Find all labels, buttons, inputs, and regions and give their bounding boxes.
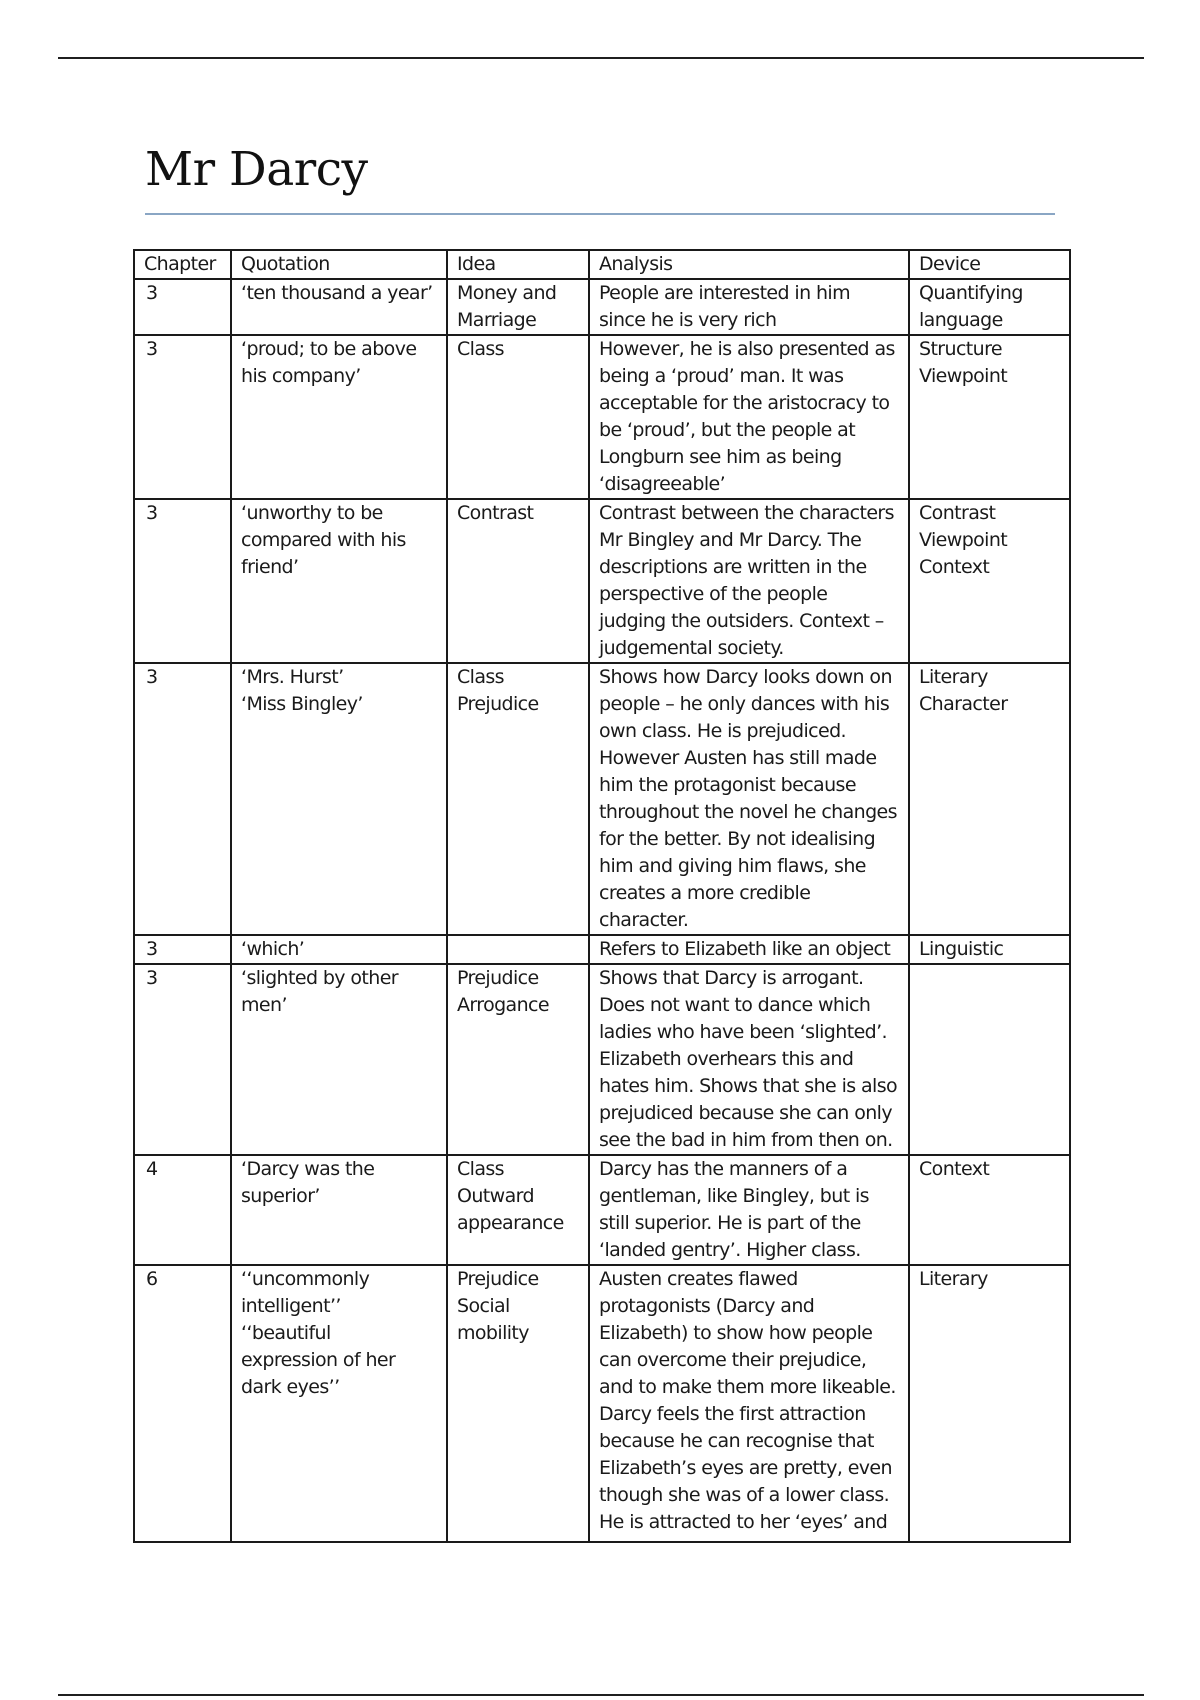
table-row <box>134 1155 1070 1265</box>
quotation-cell: ‘‘uncommonly intelligent’’ ‘‘beautiful expression of her dark eyes’’ <box>231 1265 447 1542</box>
quotation-cell: ‘Darcy was the superior’ <box>231 1155 447 1265</box>
idea-cell: Prejudice Arrogance <box>447 964 589 1155</box>
analysis-cell: Shows that Darcy is arrogant. Does not want to dance which ladies who have been ‘slighted’. Elizabeth overhears this and hates him. Shows that she is also prejudiced because she can only see the bad in him from then on. <box>589 964 909 1155</box>
device-cell: Linguistic <box>909 935 1070 964</box>
table-row <box>134 335 1070 499</box>
quotation-cell: ‘slighted by other men’ <box>231 964 447 1155</box>
chapter-cell: 6 <box>134 1265 231 1542</box>
idea-cell: Class Prejudice <box>447 663 589 935</box>
quotation-cell: ‘unworthy to be compared with his friend’ <box>231 499 447 663</box>
chapter-cell: 3 <box>134 279 231 335</box>
analysis-cell: Darcy has the manners of a gentleman, like Bingley, but is still superior. He is part of the ‘landed gentry’. Higher class. <box>589 1155 909 1265</box>
analysis-cell: Contrast between the characters Mr Bingley and Mr Darcy. The descriptions are written in the perspective of the people judging the outsiders. Context – judgemental society. <box>589 499 909 663</box>
page-bottom-rule <box>58 1694 1144 1696</box>
header-chapter: Chapter <box>134 250 231 279</box>
quotation-table <box>133 249 1071 1543</box>
analysis-cell: Shows how Darcy looks down on people – he only dances with his own class. He is prejudiced. However Austen has still made him the protagonist because throughout the novel he changes for the better. By not idealising him and giving him flaws, she creates a more credible character. <box>589 663 909 935</box>
idea-cell: Contrast <box>447 499 589 663</box>
table-row <box>134 1265 1070 1542</box>
chapter-cell: 3 <box>134 499 231 663</box>
table-row <box>134 663 1070 935</box>
idea-cell: Class Outward appearance <box>447 1155 589 1265</box>
table-row <box>134 964 1070 1155</box>
title-underline <box>145 213 1055 215</box>
analysis-cell: Refers to Elizabeth like an object <box>589 935 909 964</box>
header-analysis: Analysis <box>589 250 909 279</box>
chapter-cell: 3 <box>134 663 231 935</box>
device-cell: Literary <box>909 1265 1070 1542</box>
header-device: Device <box>909 250 1070 279</box>
quotation-cell: ‘proud; to be above his company’ <box>231 335 447 499</box>
page-title: Mr Darcy <box>145 142 368 197</box>
analysis-cell: Austen creates flawed protagonists (Darcy and Elizabeth) to show how people can overcome their prejudice, and to make them more likeable. Darcy feels the first attraction because he can recognise that Elizabeth’s eyes are pretty, even though she was of a lower class. He is attracted to her ‘eyes’ and <box>589 1265 909 1542</box>
device-cell: Contrast Viewpoint Context <box>909 499 1070 663</box>
device-cell: Quantifying language <box>909 279 1070 335</box>
table-header-row <box>134 250 1070 279</box>
analysis-cell: People are interested in him since he is very rich <box>589 279 909 335</box>
idea-cell: Prejudice Social mobility <box>447 1265 589 1542</box>
chapter-cell: 4 <box>134 1155 231 1265</box>
header-quotation: Quotation <box>231 250 447 279</box>
chapter-cell: 3 <box>134 335 231 499</box>
chapter-cell: 3 <box>134 935 231 964</box>
idea-cell: Class <box>447 335 589 499</box>
page-top-rule <box>58 57 1144 59</box>
table-row <box>134 279 1070 335</box>
device-cell: Structure Viewpoint <box>909 335 1070 499</box>
idea-cell <box>447 935 589 964</box>
chapter-cell: 3 <box>134 964 231 1155</box>
quotation-cell: ‘which’ <box>231 935 447 964</box>
device-cell: Context <box>909 1155 1070 1265</box>
table-row <box>134 499 1070 663</box>
idea-cell: Money and Marriage <box>447 279 589 335</box>
quotation-cell: ‘Mrs. Hurst’ ‘Miss Bingley’ <box>231 663 447 935</box>
device-cell: Literary Character <box>909 663 1070 935</box>
analysis-cell: However, he is also presented as being a ‘proud’ man. It was acceptable for the aristocracy to be ‘proud’, but the people at Longburn see him as being ‘disagreeable’ <box>589 335 909 499</box>
quotation-cell: ‘ten thousand a year’ <box>231 279 447 335</box>
table-row <box>134 935 1070 964</box>
header-idea: Idea <box>447 250 589 279</box>
device-cell <box>909 964 1070 1155</box>
